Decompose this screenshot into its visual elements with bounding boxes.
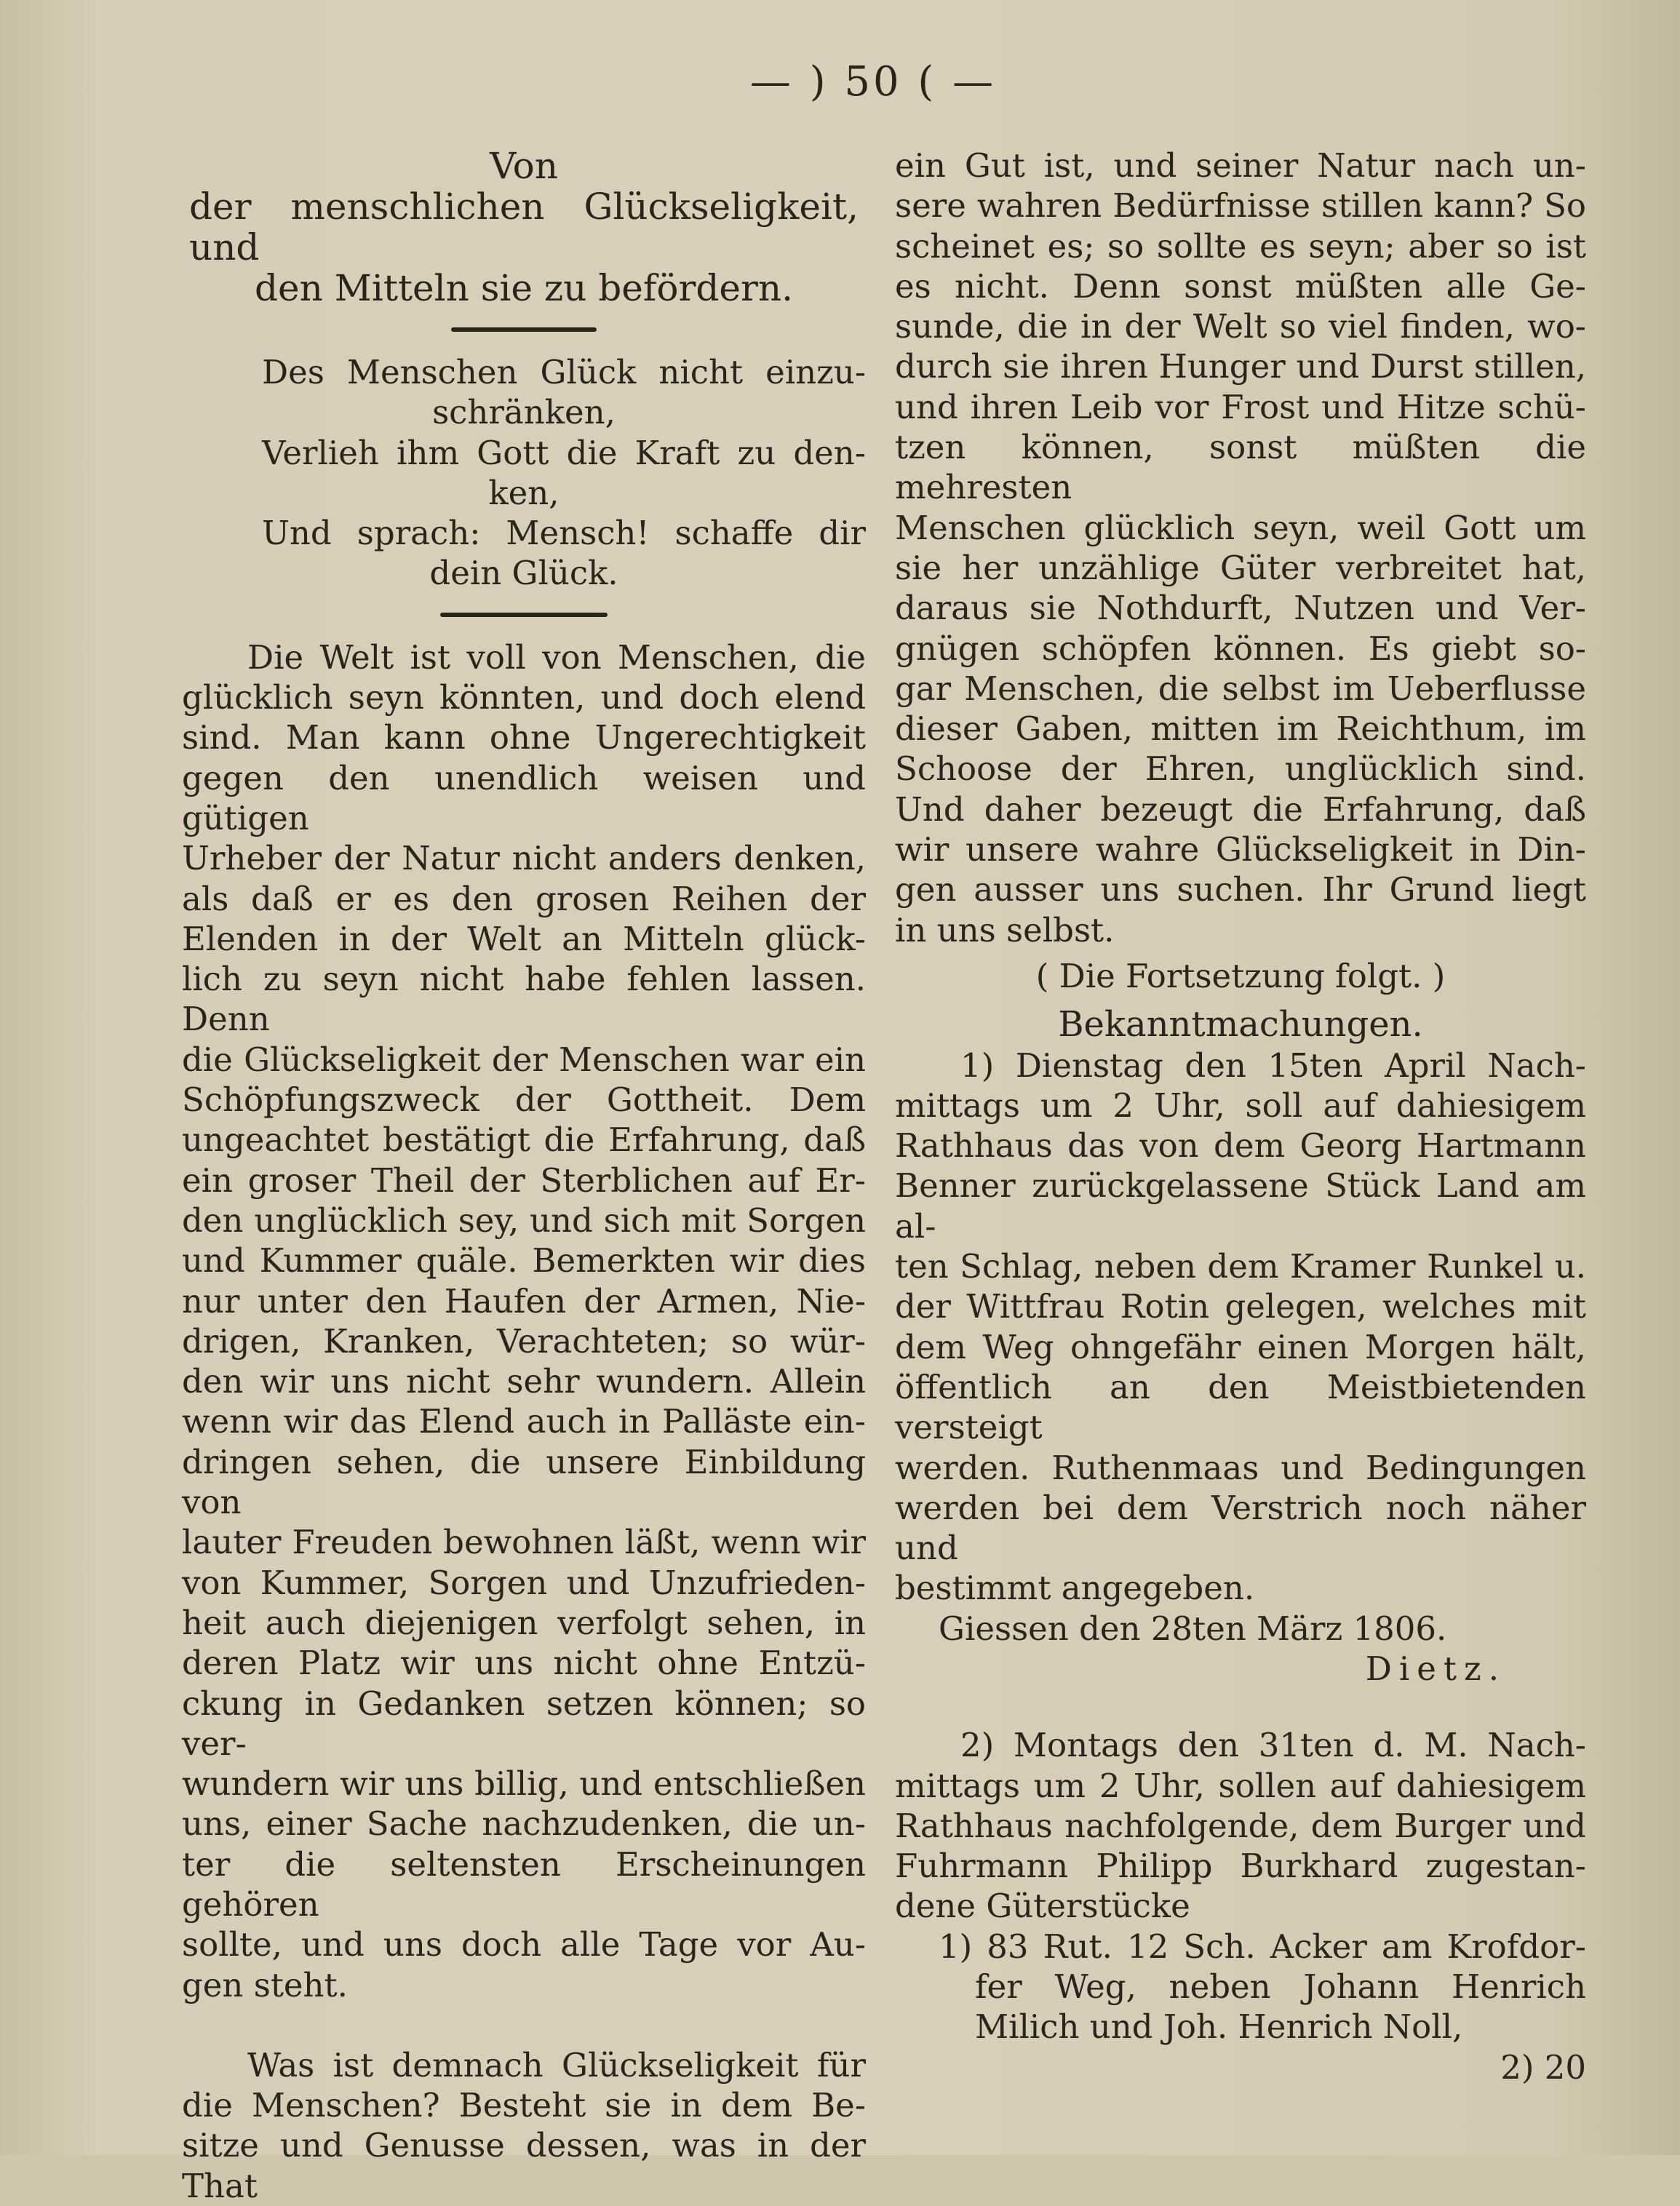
text-line: sitze und Genusse dessen, was in der That <box>182 2126 866 2205</box>
text-line: der Wittfrau Rotin gelegen, welches mit <box>895 1287 1586 1326</box>
text-line: wir unsere wahre Glückseligkeit in Din- <box>895 830 1586 869</box>
text-line: in uns selbst. <box>895 910 1115 949</box>
motto-line: ken, <box>488 473 560 512</box>
text-line: es nicht. Denn sonst müßten alle Ge- <box>895 266 1586 306</box>
notice-date: Giessen den 28ten März 1806. <box>939 1609 1447 1648</box>
text-line: heit auch diejenigen verfolgt sehen, in <box>182 1603 866 1642</box>
text-line: dringen sehen, die unsere Einbildung von <box>182 1442 866 1522</box>
text-line: 2) Montags den 31ten d. M. Nach- <box>960 1726 1586 1765</box>
text-line: uns, einer Sache nachzudenken, die un- <box>182 1804 866 1844</box>
text-line: Urheber der Natur nicht anders denken, <box>182 839 866 878</box>
right-column <box>895 146 1586 2087</box>
text-line: deren Platz wir uns nicht ohne Entzü- <box>182 1644 866 1683</box>
text-line: bestimmt angegeben. <box>895 1569 1255 1608</box>
text-line: ungeachtet bestätigt die Erfahrung, daß <box>182 1120 866 1160</box>
text-line: ter die seltensten Erscheinungen gehören <box>182 1844 866 1924</box>
text-line: lauter Freuden bewohnen läßt, wenn wir <box>182 1523 866 1562</box>
text-line: Schöpfungszweck der Gottheit. Dem <box>182 1080 866 1120</box>
text-line: sie her unzählige Güter verbreitet hat, <box>895 548 1586 587</box>
text-line: werden bei dem Verstrich noch näher und <box>895 1488 1586 1568</box>
text-line: von Kummer, Sorgen und Unzufrieden- <box>182 1563 866 1602</box>
text-line: als daß er es den grosen Reihen der <box>182 879 866 918</box>
motto-line: Und sprach: Mensch! schaffe dir <box>262 514 866 553</box>
article-title-line-1: Von <box>490 145 558 187</box>
text-line: durch sie ihren Hunger und Durst stillen, <box>895 347 1586 386</box>
announcement-2 <box>895 1725 1586 2087</box>
text-line: und ihren Leib vor Frost und Hitze schü- <box>895 387 1586 426</box>
text-line: dene Güterstücke <box>895 1887 1190 1926</box>
text-line: Schoose der Ehren, unglücklich sind. <box>895 749 1586 789</box>
title-divider <box>451 327 597 332</box>
text-line: Rathhaus das von dem Georg Hartmann <box>895 1126 1586 1166</box>
article-continuation <box>895 146 1586 950</box>
text-line: sollte, und uns doch alle Tage vor Au- <box>182 1925 866 1964</box>
text-line: gar Menschen, die selbst im Ueberflusse <box>895 669 1586 708</box>
list-item-line: Milich und Joh. Henrich Noll, <box>975 2007 1463 2047</box>
text-line: ein Gut ist, und seiner Natur nach un- <box>895 146 1586 185</box>
paragraph-gap <box>182 2005 866 2045</box>
text-line: mittags um 2 Uhr, soll auf dahiesigem <box>895 1086 1586 1125</box>
text-line: und Kummer quäle. Bemerkten wir dies <box>182 1241 866 1281</box>
continued-note: ( Die Fortsetzung folgt. ) <box>1035 956 1446 995</box>
motto-divider <box>440 613 608 617</box>
motto-line: dein Glück. <box>429 554 618 593</box>
text-line: Menschen glücklich seyn, weil Gott um <box>895 508 1586 547</box>
text-line: dieser Gaben, mitten im Reichthum, im <box>895 709 1586 749</box>
text-line: ckung in Gedanken setzen können; so ver- <box>182 1684 866 1763</box>
text-line: öffentlich an den Meistbietenden versteigt <box>895 1367 1586 1447</box>
article-title-line-2: der menschlichen Glückseligkeit, und <box>189 186 859 268</box>
list-item-line: fer Weg, neben Johann Henrich <box>975 1967 1586 2007</box>
text-line: die Menschen? Besteht sie in dem Be- <box>182 2086 866 2125</box>
text-line: Elenden in der Welt an Mitteln glück- <box>182 919 866 958</box>
announcements-heading: Bekanntmachungen. <box>1058 1004 1423 1046</box>
left-column <box>182 146 866 2206</box>
text-line: Und daher bezeugt die Erfahrung, daß <box>895 789 1586 829</box>
text-line: werden. Ruthenmaas und Bedingungen <box>895 1448 1586 1487</box>
motto-line: Verlieh ihm Gott die Kraft zu den- <box>262 433 866 472</box>
motto-line: Des Menschen Glück nicht einzu- <box>262 353 866 391</box>
text-line: lich zu seyn nicht habe fehlen lassen. Denn <box>182 960 866 1039</box>
announcement-1 <box>895 1046 1586 1689</box>
text-line: Fuhrmann Philipp Burkhard zugestan- <box>895 1847 1586 1886</box>
list-item-line: 1) 83 Rut. 12 Sch. Acker am Krofdor- <box>939 1927 1586 1966</box>
text-line: drigen, Kranken, Verachteten; so wür- <box>182 1321 866 1361</box>
catchword: 2) 20 <box>1500 2047 1586 2087</box>
motto-line: schränken, <box>432 393 616 432</box>
text-line: Benner zurückgelassene Stück Land am al- <box>895 1166 1586 1246</box>
text-line: gegen den unendlich weisen und gütigen <box>182 758 866 837</box>
text-line: sere wahren Bedürfnisse stillen kann? So <box>895 186 1586 226</box>
text-line: Die Welt ist voll von Menschen, die <box>247 637 866 677</box>
text-line: wundern wir uns billig, und entschließen <box>182 1764 866 1804</box>
text-line: gnügen schöpfen können. Es giebt so- <box>895 629 1586 668</box>
text-line: wenn wir das Elend auch in Palläste ein- <box>182 1402 866 1441</box>
text-line: den unglücklich sey, und sich mit Sorgen <box>182 1200 866 1240</box>
text-line: die Glückseligkeit der Menschen war ein <box>182 1040 866 1079</box>
text-line: gen steht. <box>182 1965 348 2004</box>
text-line: 1) Dienstag den 15ten April Nach- <box>960 1046 1586 1085</box>
text-line: den wir uns nicht sehr wundern. Allein <box>182 1362 866 1401</box>
article-title-line-3: den Mitteln sie zu befördern. <box>254 267 793 309</box>
announcement-gap <box>895 1689 1586 1725</box>
text-line: sunde, die in der Welt so viel finden, wo- <box>895 307 1586 346</box>
article-paragraph-1 <box>182 637 866 2005</box>
text-line: Rathhaus nachfolgende, dem Burger und <box>895 1806 1586 1845</box>
text-line: scheinet es; so sollte es seyn; aber so ist <box>895 226 1586 266</box>
text-line: gen ausser uns suchen. Ihr Grund liegt <box>895 870 1586 909</box>
text-line: mittags um 2 Uhr, sollen auf dahiesigem <box>895 1766 1586 1805</box>
page-number-header: — ) 50 ( — <box>749 58 997 105</box>
notice-signature: Dietz. <box>1365 1649 1506 1688</box>
article-paragraph-2 <box>182 2045 866 2206</box>
text-line: Was ist demnach Glückseligkeit für <box>247 2045 866 2084</box>
text-line: ein groser Theil der Sterblichen auf Er- <box>182 1160 866 1200</box>
text-line: daraus sie Nothdurft, Nutzen und Ver- <box>895 589 1586 628</box>
text-line: ten Schlag, neben dem Kramer Runkel u. <box>895 1247 1586 1286</box>
text-line: sind. Man kann ohne Ungerechtigkeit <box>182 718 866 757</box>
text-line: tzen können, sonst müßten die mehresten <box>895 428 1586 507</box>
text-line: dem Weg ohngefähr einen Morgen hält, <box>895 1327 1586 1366</box>
text-line: nur unter den Haufen der Armen, Nie- <box>182 1281 866 1321</box>
motto-verse <box>182 352 866 594</box>
text-line: glücklich seyn könnten, und doch elend <box>182 678 866 717</box>
